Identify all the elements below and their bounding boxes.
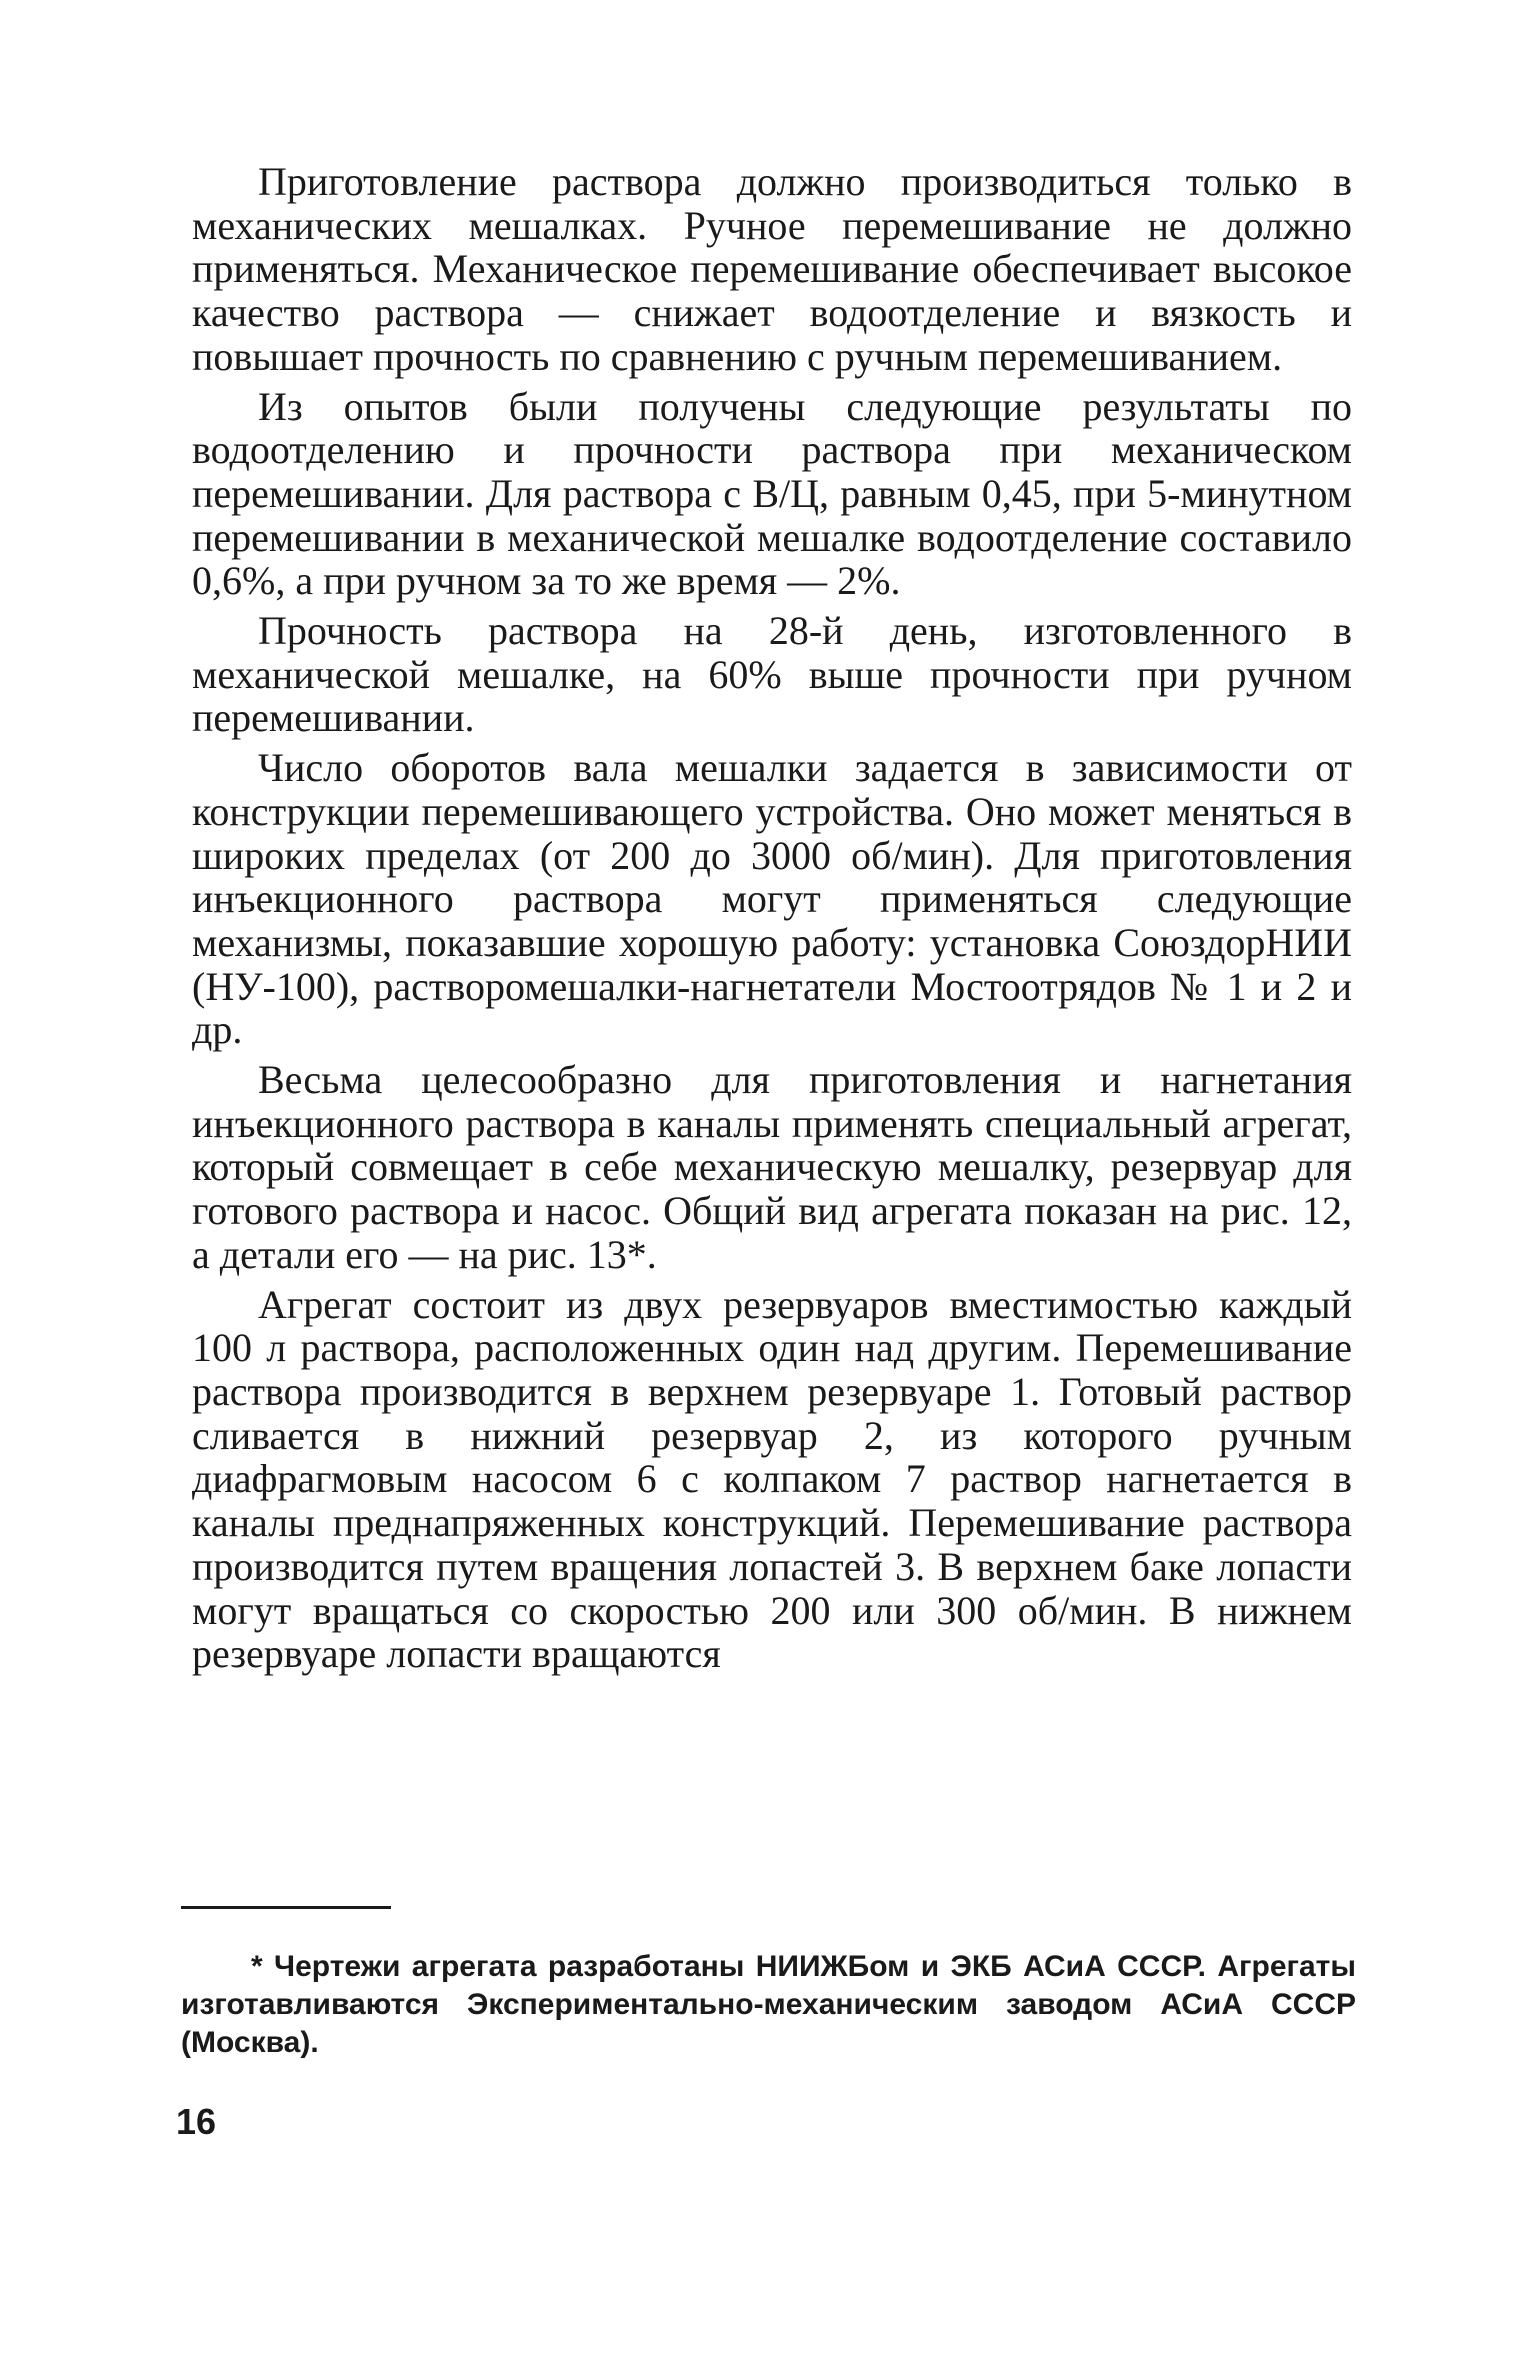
paragraph-unit-description: Агрегат состоит из двух резервуаров вместимостью каждый 100 л раствора, расположенных один над другим. Перемешивание раствора производится в верхнем резервуаре 1. Готовый раствор сливается в нижний резервуар 2, из которого ручным диафрагмовым насосом 6 с колпаком 7 раствор нагнетается в каналы преднапряженных конструкций. Перемешивание раствора производится путем вращения лопастей 3. В верхнем баке лопасти могут вращаться со скоростью 200 или 300 об/мин. В нижнем резервуаре лопасти вращаются bbox=[192, 1281, 1352, 1677]
footnote: * Чертежи агрегата разработаны НИИЖБом и ЭКБ АСиА СССР. Агрегаты изготавливаются Экспериментально-механическим заводом АСиА СССР (Москва). bbox=[181, 1950, 1356, 2059]
page-number: 16 bbox=[176, 2101, 217, 2142]
paragraph-special-unit: Весьма целесообразно для приготовления и нагнетания инъекционного раствора в каналы применять специальный агрегат, который совмещает в себе механическую мешалку, резервуар для готового раствора и насос. Общий вид агрегата показан на рис. 12, а детали его — на рис. 13*. bbox=[192, 1057, 1352, 1277]
main-text bbox=[192, 160, 1352, 1676]
paragraph-strength: Прочность раствора на 28-й день, изготовленного в механической мешалке, на 60% выше прочности при ручном перемешивании. bbox=[192, 608, 1352, 741]
paragraph-mixing-method: Приготовление раствора должно производиться только в механических мешалках. Ручное перемешивание не должно применяться. Механическое перемешивание обеспечивает высокое качество раствора — снижает водоотделение и вязкость и повышает прочность по сравнению с ручным перемешиванием. bbox=[192, 159, 1352, 379]
paragraph-experiment-results: Из опытов были получены следующие результаты по водоотделению и прочности раствора при механическом перемешивании. Для раствора с В/Ц, равным 0,45, при 5-минутном перемешивании в механической мешалке водоотделение составило 0,6%, а при ручном за то же время — 2%. bbox=[192, 383, 1352, 604]
paragraph-shaft-speed: Число оборотов вала мешалки задается в зависимости от конструкции перемешивающего устройства. Оно может меняться в широких пределах (от 200 до 3000 об/мин). Для приготовления инъекционного раствора могут применяться следующие механизмы, показавшие хорошую работу: установка СоюздорНИИ (НУ-100), растворомешалки-нагнетатели Мостоотрядов № 1 и 2 и др. bbox=[192, 745, 1352, 1053]
footnote-divider bbox=[181, 1906, 391, 1909]
